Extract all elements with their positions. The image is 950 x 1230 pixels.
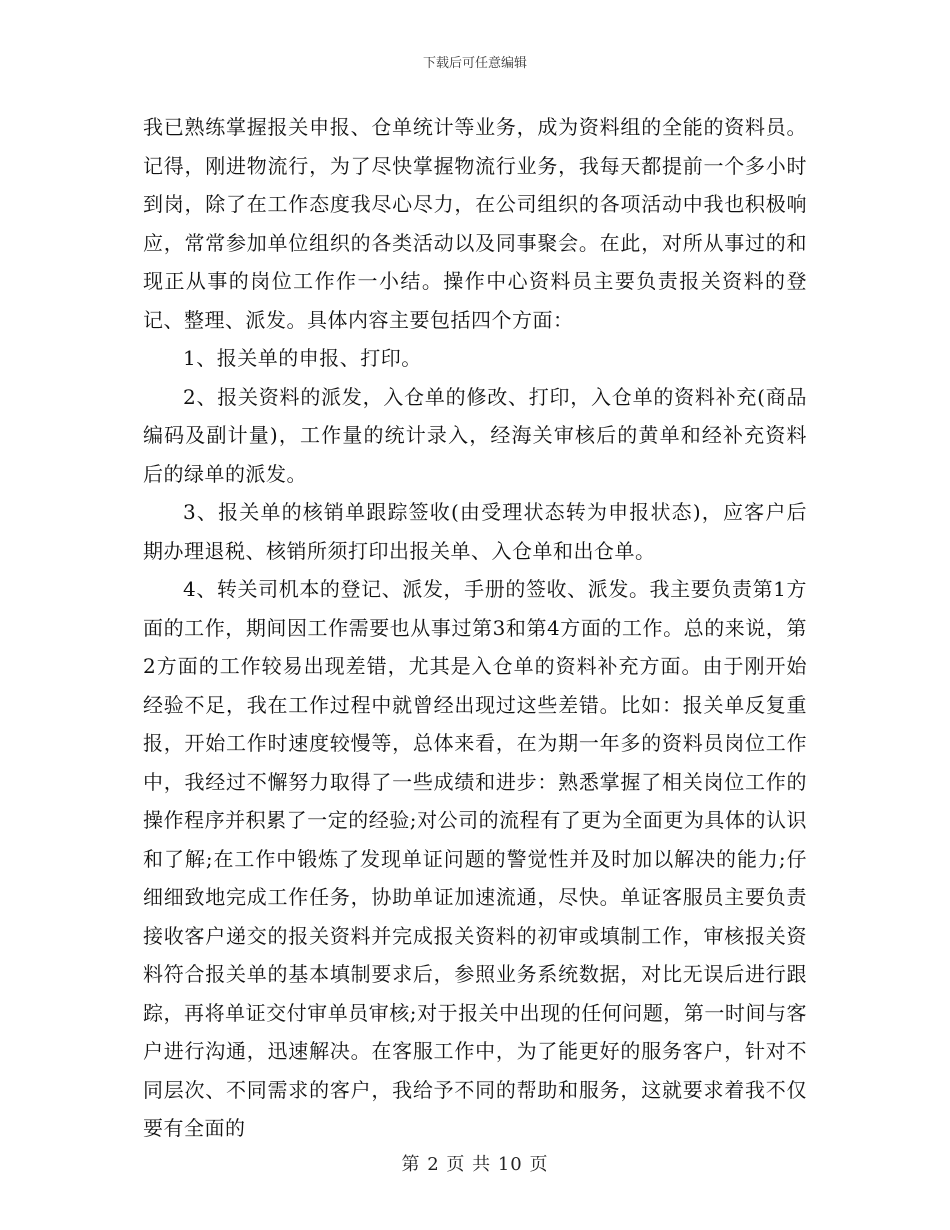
list-item-2: 2、报关资料的派发，入仓单的修改、打印，入仓单的资料补充(商品编码及副计量)，工作量的统计录入，经海关审核后的黄单和经补充资料后的绿单的派发。 [143, 384, 807, 486]
list-item-4: 4、转关司机本的登记、派发，手册的签收、派发。我主要负责第1方面的工作，期间因工作需要也从事过第3和第4方面的工作。总的来说，第2方面的工作较易出现差错，尤其是入仓单的资料补充方面。由于刚开始经验不足，我在工作过程中就曾经出现过这些差错。比如：报关单反复重报，开始工作时速度较慢等，总体来看，在为期一年多的资料员岗位工作中，我经过不懈努力取得了一些成绩和进步：熟悉掌握了相关岗位工作的操作程序并积累了一定的经验;对公司的流程有了更为全面更为具体的认识和了解;在工作中锻炼了发现单证问题的警觉性并及时加以解决的能力;仔细细致地完成工作任务，协助单证加速流通，尽快。单证客服员主要负责接收客户递交的报关资料并完成报关资料的初审或填制工作，审核报关资料符合报关单的基本填制要求后，参照业务系统数据，对比无误后进行跟踪，再将单证交付审单员审核;对于报关中出现的任何问题，第一时间与客户进行沟通，迅速解决。在客服工作中，为了能更好的服务客户，针对不同层次、不同需求的客户，我给予不同的帮助和服务，这就要求着我不仅要有全面的 [143, 577, 807, 1140]
list-item-3: 3、报关单的核销单跟踪签收(由受理状态转为申报状态)，应客户后期办理退税、核销所须打印出报关单、入仓单和出仓单。 [143, 500, 807, 563]
paragraph-intro: 我已熟练掌握报关申报、仓单统计等业务，成为资料组的全能的资料员。记得，刚进物流行，为了尽快掌握物流行业务，我每天都提前一个多小时到岗，除了在工作态度我尽心尽力，在公司组织的各项活动中我也积极响应，常常参加单位组织的各类活动以及同事聚会。在此，对所从事过的和现正从事的岗位工作作一小结。操作中心资料员主要负责报关资料的登记、整理、派发。具体内容主要包括四个方面： [143, 115, 807, 332]
document-body [143, 108, 807, 1148]
list-item-1: 1、报关单的申报、打印。 [183, 346, 422, 370]
page-header-note: 下载后可任意编辑 [422, 56, 527, 71]
page-number-footer: 第 2 页 共 10 页 [401, 1154, 549, 1175]
